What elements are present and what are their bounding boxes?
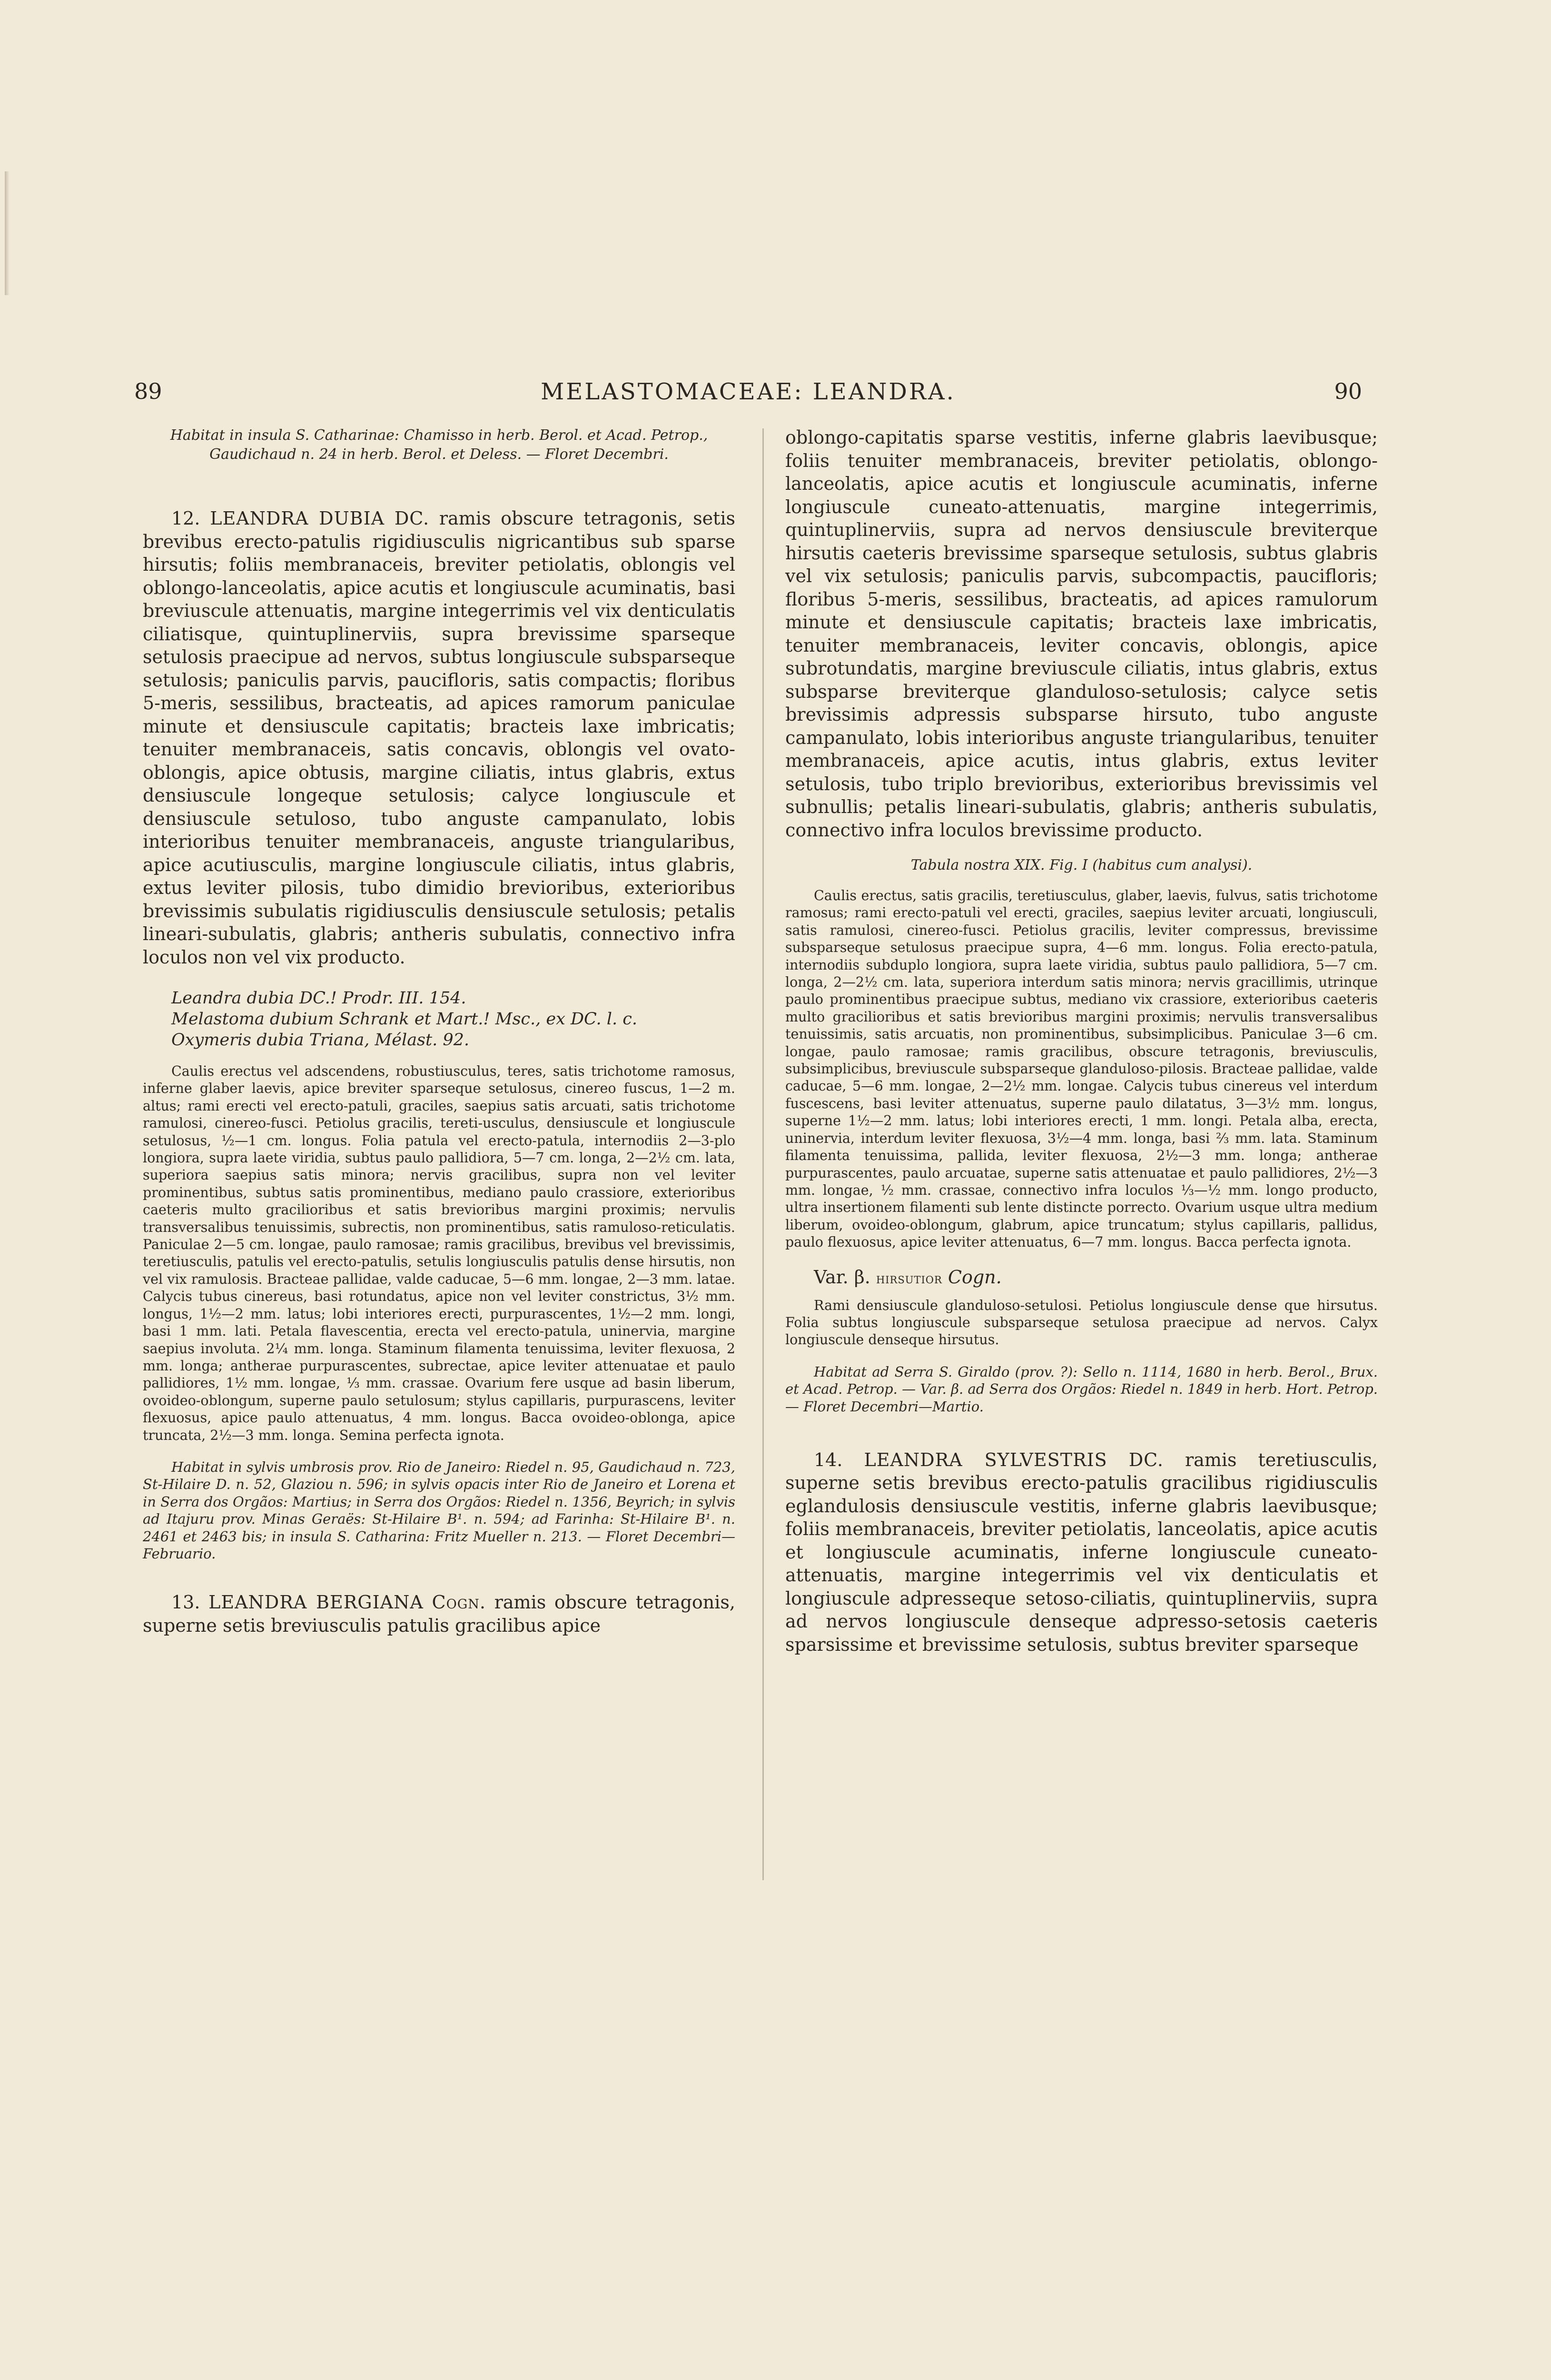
species-14-author: DC. <box>1128 1449 1164 1470</box>
page-number-right: 90 <box>1334 378 1362 404</box>
species-13-number: 13. <box>171 1592 200 1613</box>
species-12-synonyms <box>143 988 735 1051</box>
synonym-line: Leandra dubia DC.! Prodr. III. 154. <box>171 989 466 1008</box>
species-12-text: ramis obscure tetragonis, setis brevibus erecto-patulis rigidiusculis nigricantibus sub sparse hirsutis; foliis membranaceis, breviter petiolatis, oblongis vel oblongo-lanceolatis, apice acutis et longiuscule acuminatis, basi breviuscule attenuatis, margine integerrimis vel vix denticulatis ciliatisque, quintuplinerviis, supra brevissime sparseque setulosis praecipue ad nervos, subtus longiuscule subsparseque setulosis; paniculis parvis, paucifloris, satis compactis; floribus 5-meris, sessilibus, bracteatis, ad apices ramorum paniculae minute et densiuscule capitatis; bracteis laxe imbricatis; tenuiter membranaceis, satis concavis, oblongis vel ovato-oblongis, apice obtusis, margine ciliatis, intus glabris, extus densiuscule longeque setulosis; calyce longiuscule et densiuscule setuloso, tubo anguste campanulato, lobis interioribus tenuiter membranaceis, anguste triangularibus, apice acutiusculis, margine longiuscule ciliatis, intus glabris, extus leviter pilosis, tubo dimidio brevioribus, exterioribus brevissimis subulatis rigidiusculis densiuscule setulosis; petalis lineari-subulatis, glabris; antheris subulatis, connectivo infra loculos non vel vix producto. <box>143 508 735 968</box>
synonym-line: Oxymeris dubia Triana, Mélast. 92. <box>171 1031 470 1050</box>
variety-heading <box>814 1266 1378 1290</box>
species-12-number: 12. <box>171 508 200 529</box>
species-12-diagnosis <box>143 507 735 969</box>
species-13-description: Caulis erectus, satis gracilis, teretiusculus, glaber, laevis, fulvus, satis trichotome ramosus; rami erecto-patuli vel erecti, graciles, saepius leviter arcuati, longiusculi, satis ramulosi, cinereo-fusci. Petiolus gracilis, leviter compressus, brevissime subsparseque setulosus praecipue supra, 4—6 mm. longus. Folia erecto-patula, internodiis subduplo longiora, supra laete viridia, subtus paulo pallidiora, 5—7 cm. longa, 2—2½ cm. lata, superiora interdum satis minora; nervis gracillimis, utrinque paulo prominentibus praecipue subtus, mediano vix crassiore, exterioribus caeteris multo gracilioribus et satis brevioribus margini proximis; nervulis transversalibus tenuissimis, satis arcuatis, non prominentibus, subsimplicibus. Paniculae 3—6 cm. longae, paulo ramosae; ramis gracilibus, obscure tetragonis, breviusculis, subsimplicibus, breviuscule subsparseque glanduloso-pilosis. Bracteae pallidae, valde caducae, 5—6 mm. longae, 2—2½ mm. longae. Calycis tubus cinereus vel interdum fuscescens, basi leviter attenuatus, superne paulo dilatatus, 3—3½ mm. longus, superne 1½—2 mm. latus; lobi interiores erecti, 1 mm. longi. Petala alba, erecta, uninervia, interdum leviter flexuosa, 3½—4 mm. longa, basi ⅔ mm. lata. Staminum filamenta tenuissima, pallida, leviter flexuosa, 2½—3 mm. longa; antherae purpurascentes, paulo arcuatae, superne satis attenuatae et paulo pallidiores, 2½—3 mm. longae, ½ mm. crassae, connectivo infra loculos ⅓—½ mm. longo producto, ultra insertionem filamenti sub lente distincte porrecto. Ovarium usque ultra medium liberum, ovoideo-oblongum, glabrum, apice truncatum; stylus capillaris, pallidus, paulo flexuosus, apice leviter attenuatus, 6—7 mm. longus. Bacca perfecta ignota. <box>785 888 1378 1250</box>
left-column <box>143 426 735 1637</box>
page-number-left: 89 <box>134 378 162 404</box>
species-14-name: LEANDRA SYLVESTRIS <box>864 1449 1107 1470</box>
variety-author: Cogn. <box>948 1266 1002 1288</box>
synonym-line: Melastoma dubium Schrank et Mart.! Msc., ex DC. l. c. <box>171 1010 637 1029</box>
variety-name: hirsutior <box>876 1270 942 1287</box>
species-12-habitat: Habitat in sylvis umbrosis prov. Rio de Janeiro: Riedel n. 95, Gaudichaud n. 723, St-Hilaire D. n. 52, Glaziou n. 596; in sylvis opacis inter Rio de Janeiro et Lorena et in Serra dos Orgãos: Martius; in Serra dos Orgãos: Riedel n. 1356, Beyrich; in sylvis ad Itajuru prov. Minas Geraës: St-Hilaire B¹. n. 594; ad Farinha: St-Hilaire B¹. n. 2461 et 2463 bis; in insula S. Catharina: Fritz Mueller n. 213. — Floret Decembri—Februario. <box>143 1458 735 1562</box>
species-13-continuation: oblongo-capitatis sparse vestitis, inferne glabris laevibusque; foliis tenuiter membranaceis, breviter petiolatis, oblongo-lanceolatis, apice acutis et longiuscule acuminatis, inferne longiuscule cuneato-attenuatis, margine integerrimis, quintuplinerviis, supra ad nervos densiuscule breviterque hirsutis caeteris brevissime sparseque setulosis, subtus glabris vel vix setulosis; paniculis parvis, subcompactis, paucifloris; floribus 5-meris, sessilibus, bracteatis, ad apices ramulorum minute et densiuscule capitatis; bracteis laxe imbricatis, tenuiter membranaceis, leviter concavis, oblongis, apice subrotundatis, margine breviuscule ciliatis, intus glabris, extus subsparse breviterque glanduloso-setulosis; calyce setis brevissimis adpressis subsparse hirsuto, tubo anguste campanulato, lobis interioribus anguste triangularibus, tenuiter membranaceis, apice acutis, intus glabris, extus leviter setulosis, tubo triplo brevioribus, exterioribus brevissimis vel subnullis; petalis lineari-subulatis, glabris; antheris subulatis, connectivo infra loculos brevissime producto. <box>785 427 1378 841</box>
column-divider <box>762 428 764 1880</box>
species-13-author: Cogn. <box>432 1592 486 1613</box>
species-13-diagnosis <box>143 1591 735 1637</box>
species-13-name: LEANDRA BERGIANA <box>208 1592 424 1613</box>
species-14-text: ramis teretiusculis, superne setis brevibus erecto-patulis gracilibus rigidiusculis eglandulosis densiuscule vestitis, inferne glabris laevibusque; foliis membranaceis, breviter petiolatis, lanceolatis, apice acutis et longiuscule acuminatis, inferne longiuscule cuneato-attenuatis, margine integerrimis vel vix denticulatis et longiuscule adpresseque setoso-ciliatis, quintuplinerviis, supra ad nervos longiuscule denseque adpresso-setosis caeteris sparsissime et brevissime setulosis, subtus breviter sparseque <box>785 1449 1378 1655</box>
species-14-number: 14. <box>814 1449 843 1470</box>
right-column <box>785 426 1378 1656</box>
species-14-diagnosis <box>785 1448 1378 1656</box>
variety-greek: β. <box>854 1266 870 1288</box>
species-12-description: Caulis erectus vel adscendens, robustiusculus, teres, satis trichotome ramosus, inferne glaber laevis, apice breviter sparseque setulosus, cinereo fuscus, 1—2 m. altus; rami erecti vel erecto-patuli, graciles, saepius satis arcuati, satis trichotome ramulosi, cinereo-fusci. Petiolus gracilis, tereti-usculus, densiuscule et longiuscule setulosus, ½—1 cm. longus. Folia patula vel erecto-patula, internodiis 2—3-plo longiora, supra laete viridia, subtus paulo pallidiora, 5—7 cm. longa, 2—2½ cm. lata, superiora saepius satis minora; nervis gracilibus, supra non vel leviter prominentibus, subtus satis prominentibus, mediano paulo crassiore, exterioribus caeteris multo gracilioribus et satis brevioribus margini proximis; nervulis transversalibus tenuissimis, subrectis, non prominentibus, satis ramuloso-reticulatis. Paniculae 2—5 cm. longae, paulo ramosae; ramis gracilibus, brevibus vel brevissimis, teretiusculis, patulis vel erecto-patulis, setulis longiusculis patulis dense hirsutis, non vel vix ramulosis. Bracteae pallidae, valde caducae, 5—6 mm. longae, 2—3 mm. latae. Calycis tubus cinereus, basi rotundatus, apice non vel leviter constrictus, 3½ mm. longus, 1½—2 mm. latus; lobi interiores erecti, purpurascentes, 1½—2 mm. longi, basi 1 mm. lati. Petala flavescentia, erecta vel erecto-patula, uninervia, margine saepius involuta. 2¼ mm. longa. Staminum filamenta tenuissima, leviter flexuosa, 2 mm. longa; antherae purpurascentes, subrectae, apice leviter attenuatae et paulo pallidiores, 1½ mm. longae, ⅓ mm. crassae. Ovarium fere usque ad basin liberum, ovoideo-oblongum, superne paulo setulosum; stylus capillaris, purpurascens, leviter flexuosus, apice paulo attenuatus, 4 mm. longus. Bacca ovoideo-oblonga, apice truncata, 2½—3 mm. longa. Semina perfecta ignota. <box>143 1063 735 1443</box>
variety-label: Var. <box>814 1266 849 1288</box>
habitat-top: Habitat in insula S. Catharinae: Chamisso in herb. Berol. et Acad. Petrop., Gaudichaud n. 24 in herb. Berol. et Deless. — Floret Decembri. <box>170 427 708 463</box>
species-13-text: ramis obscure tetragonis, superne setis breviusculis patulis gracilibus apice <box>143 1592 735 1636</box>
running-title: MELASTOMACEAE: LEANDRA. <box>541 378 956 405</box>
variety-description: Rami densiuscule glanduloso-setulosi. Petiolus longiuscule dense que hirsutus. Folia subtus longiuscule subsparseque setulosa praecipue ad nervos. Calyx longiuscule denseque hirsutus. <box>785 1297 1378 1348</box>
species-13-habitat: Habitat ad Serra S. Giraldo (prov. ?): Sello n. 1114, 1680 in herb. Berol., Brux. et Acad. Petrop. — Var. β. ad Serra dos Orgãos: Riedel n. 1849 in herb. Hort. Petrop. — Floret Decembri—Martio. <box>785 1363 1378 1415</box>
page-edge-shadow <box>5 171 10 295</box>
plate-reference: Tabula nostra XIX. Fig. I (habitus cum analysi). <box>910 857 1253 873</box>
page-header <box>134 378 1362 412</box>
species-12-name: LEANDRA DUBIA <box>210 508 385 529</box>
species-12-author: DC. <box>394 508 430 529</box>
